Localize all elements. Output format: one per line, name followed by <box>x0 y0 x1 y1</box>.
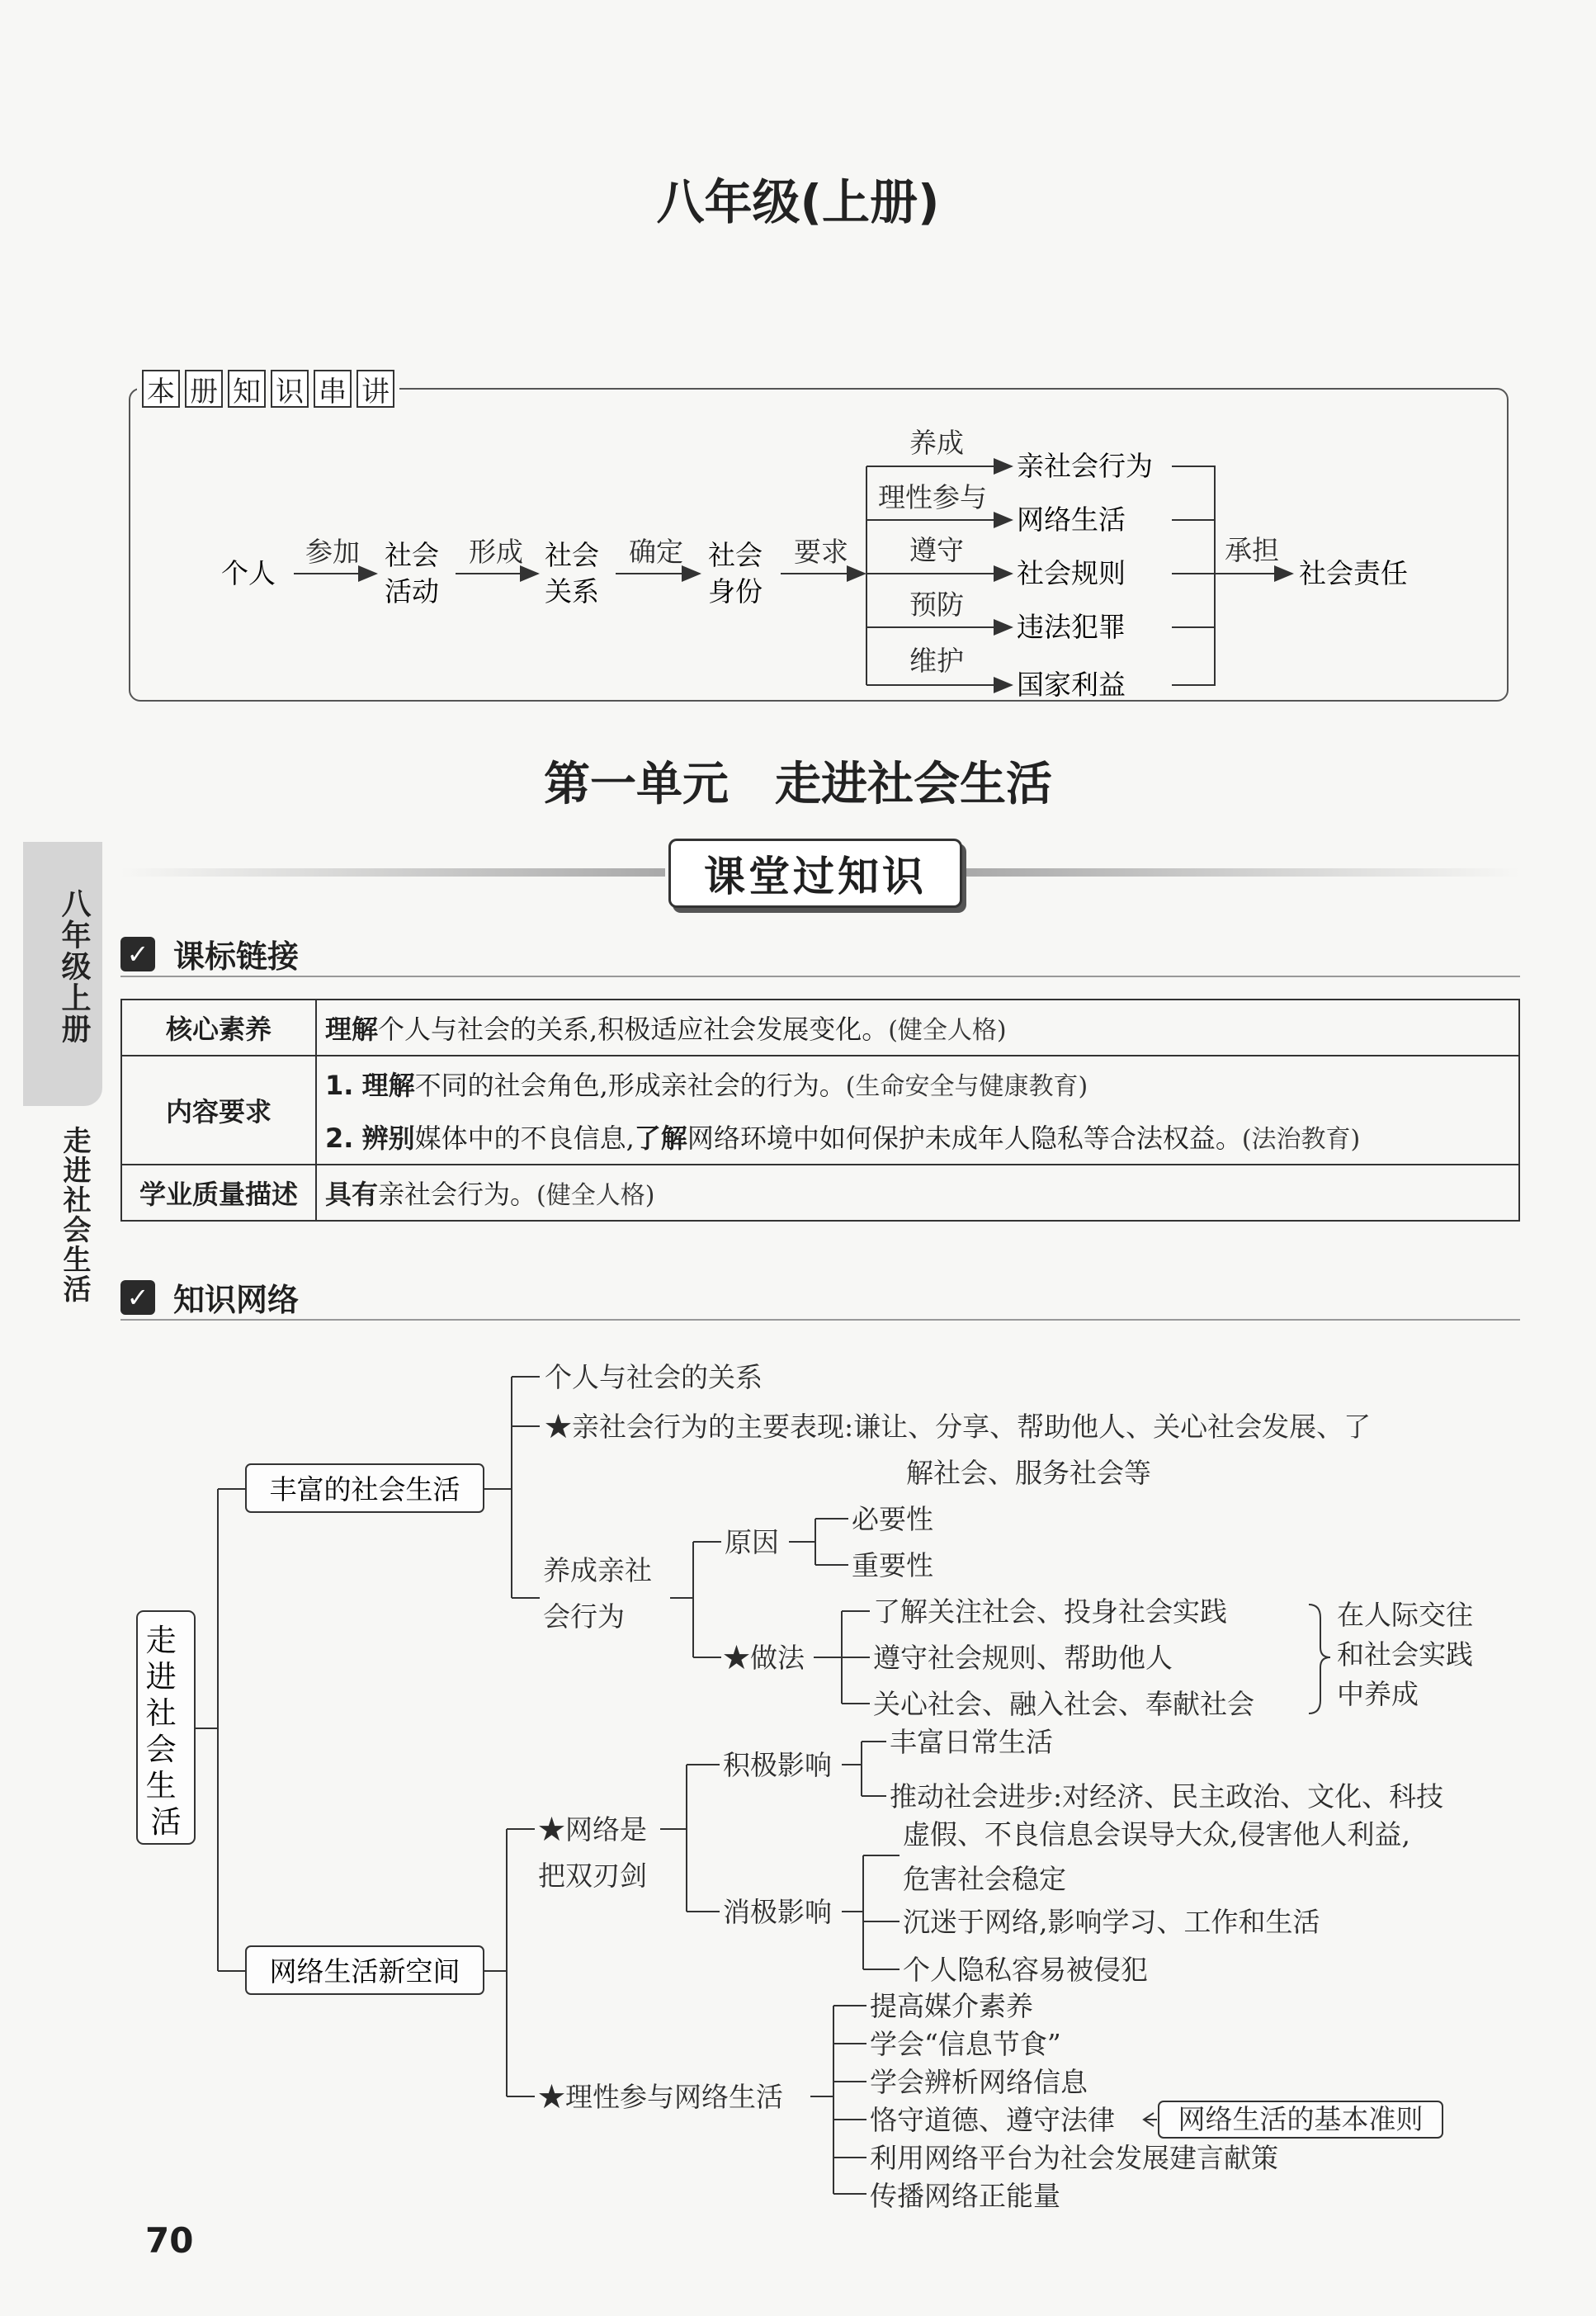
knowledge-network <box>0 1321 1596 2245</box>
rule-note: 网络生活的基本准则 <box>1178 2103 1424 2135</box>
chain-node: 社会 <box>385 539 439 571</box>
page-title: 八年级(上册) <box>656 174 940 230</box>
summary-flow <box>0 0 1596 743</box>
standards-table <box>120 999 1520 1222</box>
keyword: 辨别 <box>361 1123 415 1154</box>
summary-label-char: 本 <box>142 370 180 408</box>
method-2: 遵守社会规则、帮助他人 <box>873 1642 1173 1674</box>
keyword: 理解 <box>325 1014 379 1045</box>
check-icon: ✓ <box>120 937 155 971</box>
summary-label-char: 知 <box>228 370 266 408</box>
keyword: 理解 <box>361 1070 415 1101</box>
branch2-label: 网络生活新空间 <box>269 1955 460 1988</box>
sword-line1: ★网络是 <box>538 1813 647 1846</box>
standard-tag: (健全人格) <box>536 1181 655 1210</box>
sidebar-grade: 八年级上册 <box>57 888 91 1045</box>
table-cell <box>316 1165 1519 1221</box>
table-cell <box>316 1056 1519 1165</box>
summary-result: 社会责任 <box>1299 557 1408 589</box>
relation: 个人与社会的关系 <box>545 1361 763 1393</box>
method: ★做法 <box>723 1642 805 1674</box>
positive-2: 推动社会进步:对经济、民主政治、文化、科技 <box>890 1780 1444 1813</box>
item-number: 1. <box>325 1070 354 1101</box>
branch-verb: 维护 <box>909 645 964 677</box>
negative-2: 沉迷于网络,影响学习、工作和生活 <box>903 1906 1320 1938</box>
formed-line2: 和社会实践 <box>1337 1638 1473 1671</box>
rational-1: 提高媒介素养 <box>870 1990 1033 2022</box>
bear-verb: 承担 <box>1225 534 1279 566</box>
standard-text: 不同的社会角色,形成亲社会的行为。 <box>414 1070 846 1101</box>
table-cell <box>316 1000 1519 1056</box>
standards-heading-text: 课标链接 <box>173 938 300 975</box>
branch-verb: 理性参与 <box>878 481 987 513</box>
chain-node: 活动 <box>385 575 439 607</box>
rational-4: 恪守道德、遵守法律 <box>870 2104 1115 2136</box>
positive-impact: 积极影响 <box>723 1749 832 1781</box>
positive-1: 丰富日常生活 <box>890 1726 1053 1758</box>
keyword: 了解 <box>634 1123 687 1154</box>
banner: 课堂过知识 <box>668 839 962 908</box>
standard-text: 网络环境中如何保护未成年人隐私等合法权益。 <box>687 1123 1242 1154</box>
branch-target: 社会规则 <box>1017 557 1126 589</box>
root-char: 进 <box>145 1659 177 1694</box>
network-heading <box>120 1274 299 1320</box>
table-row-head: 内容要求 <box>121 1056 316 1165</box>
keyword: 具有 <box>325 1179 379 1210</box>
branch-verb: 预防 <box>909 588 964 621</box>
chain-node-individual: 个人 <box>221 557 276 589</box>
banner-rule-left <box>120 868 665 877</box>
page-number: 70 <box>145 2220 194 2261</box>
branch-target: 亲社会行为 <box>1017 450 1153 482</box>
standards-heading <box>120 931 299 976</box>
standard-tag: (健全人格) <box>888 1016 1007 1045</box>
branch-target: 国家利益 <box>1017 669 1126 701</box>
cultivate-line2: 会行为 <box>543 1600 625 1633</box>
rational-2: 学会“信息节食” <box>870 2028 1061 2060</box>
method-1: 了解关注社会、投身社会实践 <box>873 1595 1227 1628</box>
reason: 原因 <box>725 1526 779 1558</box>
check-icon: ✓ <box>120 1280 155 1315</box>
summary-label-char: 识 <box>271 370 309 408</box>
method-3: 关心社会、融入社会、奉献社会 <box>873 1688 1254 1720</box>
chain-node: 身份 <box>708 575 763 607</box>
negative-3: 个人隐私容易被侵犯 <box>903 1954 1148 1986</box>
table-row-head: 学业质量描述 <box>121 1165 316 1221</box>
formed-line1: 在人际交往 <box>1337 1599 1473 1631</box>
importance: 重要性 <box>852 1549 933 1581</box>
sword-line2: 把双刃剑 <box>538 1860 647 1892</box>
standard-text: 亲社会行为。 <box>378 1179 537 1210</box>
necessity: 必要性 <box>852 1503 933 1535</box>
branch-verb: 养成 <box>909 427 964 459</box>
chain-verb: 确定 <box>629 536 683 568</box>
item-number: 2. <box>325 1123 354 1154</box>
standard-text: 个人与社会的关系,积极适应社会发展变化。 <box>378 1014 889 1045</box>
rational-5: 利用网络平台为社会发展建言献策 <box>870 2142 1278 2174</box>
root-char: 走 <box>145 1623 177 1658</box>
cultivate-line1: 养成亲社 <box>543 1554 652 1586</box>
table-row <box>121 1056 1519 1165</box>
formed-line3: 中养成 <box>1337 1678 1419 1710</box>
network-heading-text: 知识网络 <box>173 1282 300 1318</box>
table-row <box>121 1000 1519 1056</box>
sidebar-unit: 走进社会生活 <box>58 1126 91 1304</box>
banner-rule-right <box>966 868 1520 877</box>
branch-verb: 遵守 <box>909 534 964 566</box>
standard-tag: (生命安全与健康教育) <box>845 1072 1088 1101</box>
unit-title: 第一单元 走进社会生活 <box>544 758 1052 811</box>
network-root <box>146 1623 187 1840</box>
rational-participation: ★理性参与网络生活 <box>538 2081 783 2113</box>
chain-node: 社会 <box>545 539 599 571</box>
branch1-label: 丰富的社会生活 <box>269 1473 460 1505</box>
summary-label-char: 讲 <box>357 370 394 408</box>
require-verb: 要求 <box>794 536 848 568</box>
root-char: 社 <box>145 1695 177 1731</box>
rational-3: 学会辨析网络信息 <box>870 2066 1088 2098</box>
summary-label-char: 册 <box>185 370 223 408</box>
summary-label-char: 串 <box>314 370 352 408</box>
table-row <box>121 1165 1519 1221</box>
chain-node: 关系 <box>545 575 599 607</box>
root-char: 会 <box>145 1732 177 1767</box>
chain-node: 社会 <box>708 539 763 571</box>
standards-rule <box>120 976 1520 977</box>
standard-tag: (法治教育) <box>1241 1125 1361 1154</box>
negative-1-line2: 危害社会稳定 <box>903 1863 1066 1895</box>
standard-text: 媒体中的不良信息, <box>414 1123 635 1154</box>
table-row-head: 核心素养 <box>121 1000 316 1056</box>
chain-verb: 参加 <box>305 536 360 568</box>
branch-target: 网络生活 <box>1017 503 1126 536</box>
negative-1-line1: 虚假、不良信息会误导大众,侵害他人利益, <box>903 1818 1410 1850</box>
root-char: 活 <box>150 1804 182 1840</box>
branch-target: 违法犯罪 <box>1017 611 1126 643</box>
root-char: 生 <box>145 1768 177 1803</box>
prosocial-line2: 解社会、服务社会等 <box>906 1457 1151 1489</box>
chain-verb: 形成 <box>469 536 523 568</box>
negative-impact: 消极影响 <box>723 1896 832 1928</box>
rational-6: 传播网络正能量 <box>870 2180 1060 2212</box>
prosocial-line1: ★亲社会行为的主要表现:谦让、分享、帮助他人、关心社会发展、了 <box>545 1411 1372 1443</box>
